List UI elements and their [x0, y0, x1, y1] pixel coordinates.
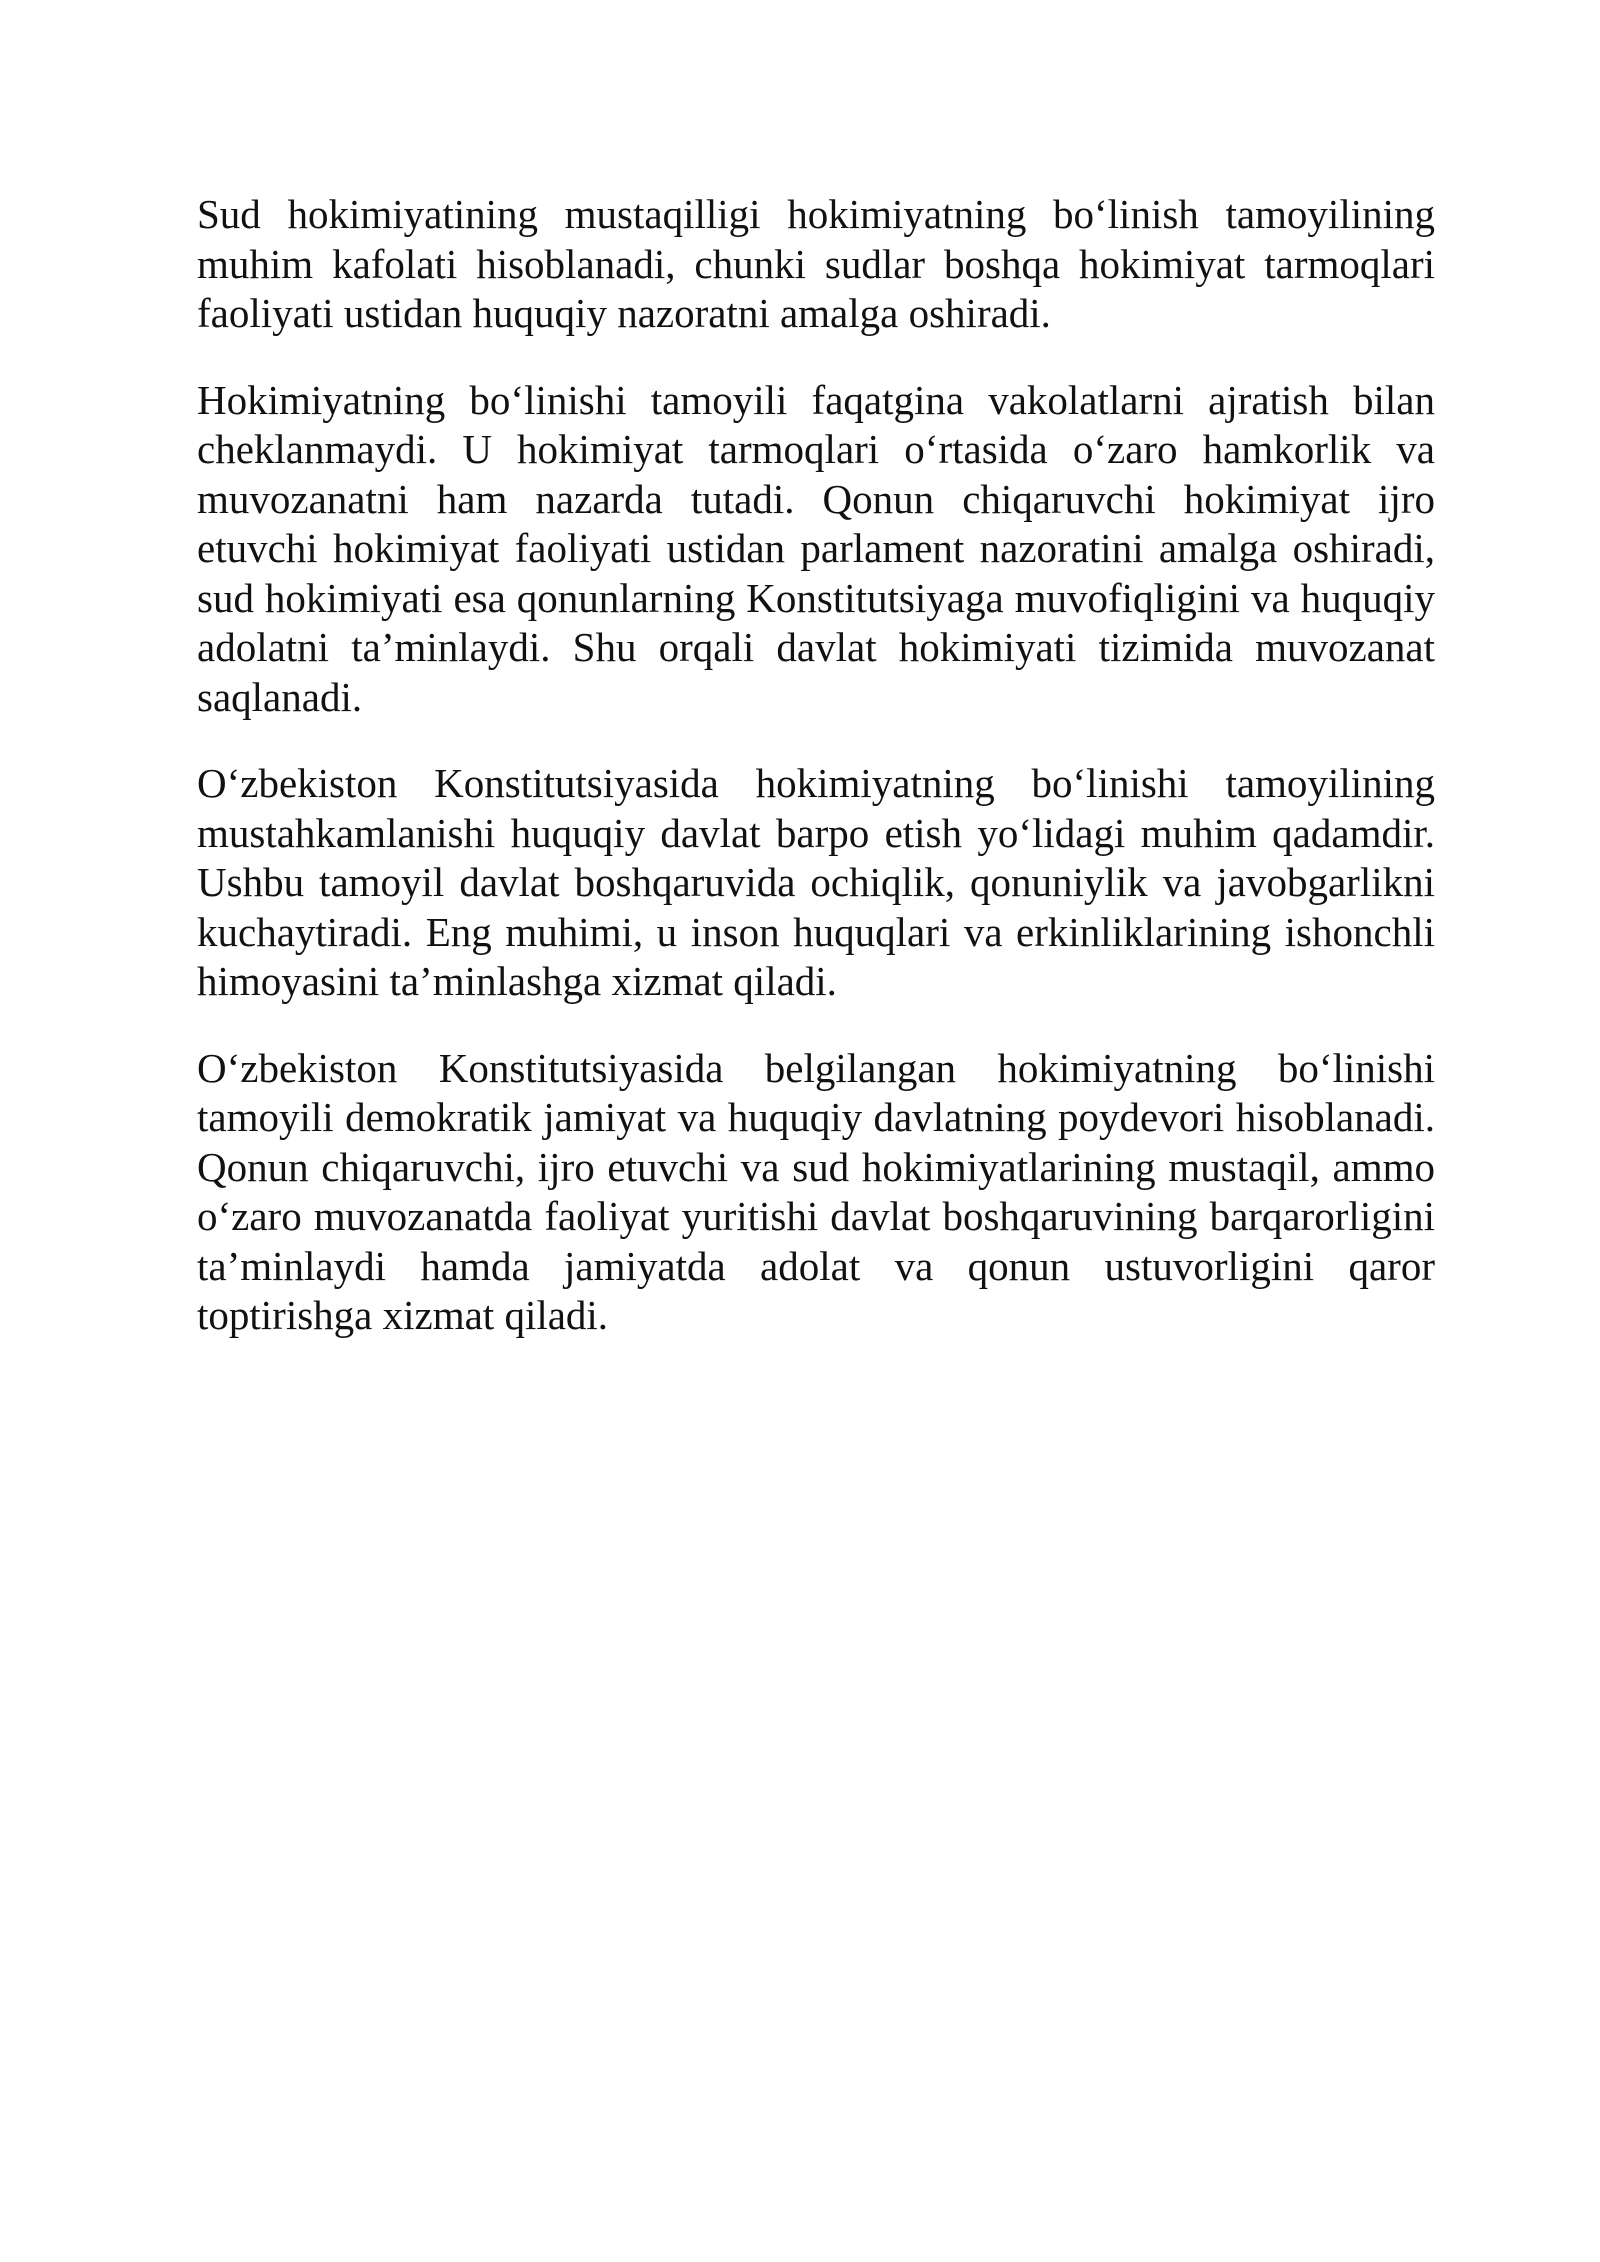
paragraph-2: Hokimiyatning bo‘linishi tamoyili faqatgina vakolatlarni ajratish bilan cheklanmaydi. U hokimiyat tarmoqlari o‘rtasida o‘zaro hamkorlik va muvozanatni ham nazarda tutadi. Qonun chiqaruvchi hokimiyat ijro etuvchi hokimiyat faoliyati ustidan parlament nazoratini amalga oshiradi, sud hokimiyati esa qonunlarning Konstitutsiyaga muvofiqligini va huquqiy adolatni ta’minlaydi. Shu orqali davlat hokimiyati tizimida muvozanat saqlanadi. — [197, 376, 1435, 720]
paragraph-1: Sud hokimiyatining mustaqilligi hokimiyatning bo‘linish tamoyilining muhim kafolati hisoblanadi, chunki sudlar boshqa hokimiyat tarmoqlari faoliyati ustidan huquqiy nazoratni amalga oshiradi. — [197, 191, 1435, 336]
paragraph-4: O‘zbekiston Konstitutsiyasida belgilangan hokimiyatning bo‘linishi tamoyili demokratik jamiyat va huquqiy davlatning poydevori hisoblanadi. Qonun chiqaruvchi, ijro etuvchi va sud hokimiyatlarining mustaqil, ammo o‘zaro muvozanatda faoliyat yuritishi davlat boshqaruvining barqarorligini ta’minlaydi hamda jamiyatda adolat va qonun ustuvorligini qaror toptirishga xizmat qiladi. — [197, 1044, 1435, 1338]
document-page — [197, 190, 1435, 1378]
paragraph-3: O‘zbekiston Konstitutsiyasida hokimiyatning bo‘linishi tamoyilining mustahkamlanishi huquqiy davlat barpo etish yo‘lidagi muhim qadamdir. Ushbu tamoyil davlat boshqaruvida ochiqlik, qonuniylik va javobgarlikni kuchaytiradi. Eng muhimi, u inson huquqlari va erkinliklarining ishonchli himoyasini ta’minlashga xizmat qiladi. — [197, 760, 1435, 1004]
